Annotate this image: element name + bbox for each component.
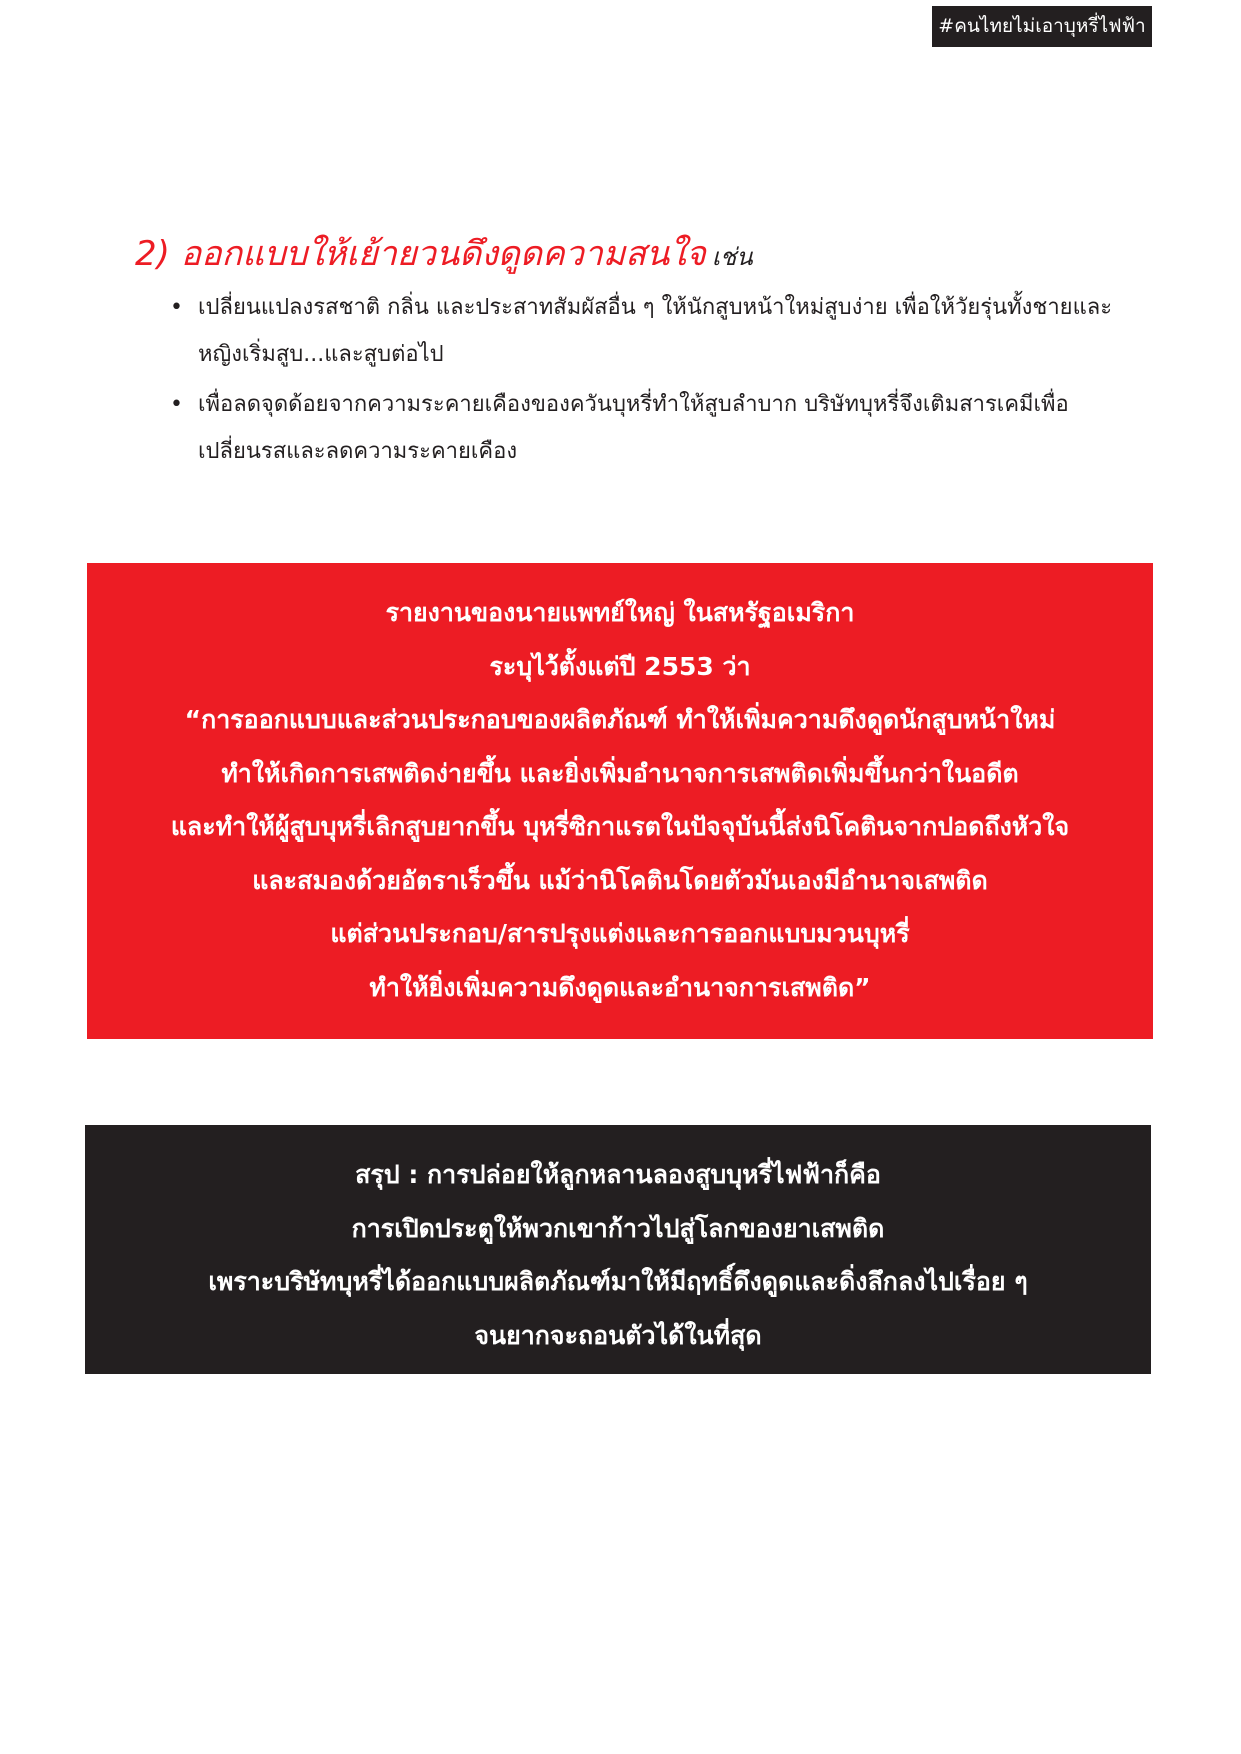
bullet-list (170, 284, 1145, 478)
list-item-line: เปลี่ยนแปลงรสชาติ กลิ่น และประสาทสัมผัสอื่น ๆ ให้นักสูบหน้าใหม่สูบง่าย เพื่อให้วัยรุ่นทั้งชายและ (198, 295, 1113, 320)
list-item (170, 381, 1145, 475)
summary-line: เพราะบริษัทบุหรี่ได้ออกแบบผลิตภัณฑ์มาให้มีฤทธิ์ดึงดูดและดิ่งลึกลงไปเรื่อย ๆ (208, 1267, 1028, 1296)
list-item-line: เปลี่ยนรสและลดความระคายเคือง (198, 439, 518, 464)
bullet-icon: • (170, 392, 183, 417)
list-item-line: เพื่อลดจุดด้อยจากความระคายเคืองของควันบุหรี่ทำให้สูบลำบาก บริษัทบุหรี่จึงเติมสารเคมีเพื่อ (198, 392, 1069, 417)
quote-line: และทำให้ผู้สูบบุหรี่เลิกสูบยากขึ้น บุหรี่ซิกาแรตในปัจจุบันนี้ส่งนิโคตินจากปอดถึงหัวใจ (170, 812, 1070, 841)
summary-line: สรุป : การปล่อยให้ลูกหลานลองสูบบุหรี่ไฟฟ้าก็คือ (355, 1160, 881, 1189)
bullet-icon: • (170, 295, 183, 320)
quote-line: ระบุไว้ตั้งแต่ปี 2553 ว่า (489, 651, 751, 681)
hashtag-label: #คนไทยไม่เอาบุหรี่ไฟฟ้า (932, 6, 1152, 47)
list-item (170, 284, 1145, 378)
summary-box (85, 1125, 1151, 1374)
section-heading (135, 226, 1135, 280)
quote-line: “การออกแบบและส่วนประกอบของผลิตภัณฑ์ ทำให้เพิ่มความดึงดูดนักสูบหน้าใหม่ (184, 705, 1056, 734)
quote-line: ทำให้ยิ่งเพิ่มความดึงดูดและอำนาจการเสพติด” (369, 972, 871, 1002)
quote-line: รายงานของนายแพทย์ใหญ่ ในสหรัฐอเมริกา (385, 598, 855, 627)
section-title-suffix: เช่น (711, 243, 753, 271)
surgeon-general-quote-box (87, 563, 1153, 1039)
list-item-line: หญิงเริ่มสูบ...และสูบต่อไป (198, 342, 444, 367)
quote-line: ทำให้เกิดการเสพติดง่ายขึ้น และยิ่งเพิ่มอำนาจการเสพติดเพิ่มขึ้นกว่าในอดีต (221, 758, 1019, 788)
summary-line: จนยากจะถอนตัวได้ในที่สุด (474, 1320, 762, 1350)
section-title: 2) ออกแบบให้เย้ายวนดึงดูดความสนใจ (135, 234, 706, 274)
quote-line: และสมองด้วยอัตราเร็วขึ้น แม้ว่านิโคตินโดยตัวมันเองมีอำนาจเสพติด (252, 865, 988, 895)
summary-line: การเปิดประตูให้พวกเขาก้าวไปสู่โลกของยาเสพติด (351, 1213, 885, 1243)
quote-line: แต่ส่วนประกอบ/สารปรุงแต่งและการออกแบบมวนบุหรี่ (330, 919, 910, 948)
